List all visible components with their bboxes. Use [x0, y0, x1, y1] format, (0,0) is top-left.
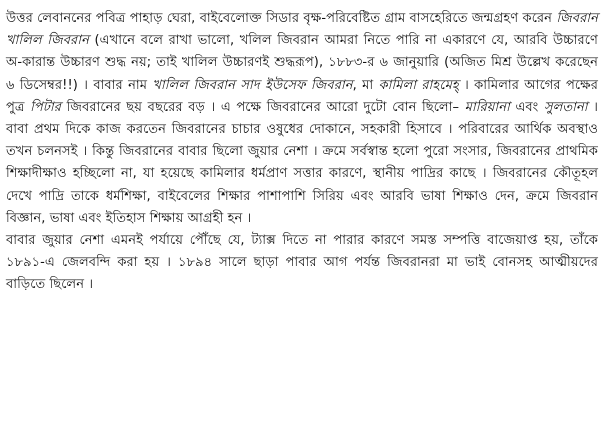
italic-text-run: পিটার [30, 99, 62, 115]
italic-text-run: মারিয়ানা [464, 99, 510, 115]
text-run: , মা [352, 77, 379, 93]
text-run: (এখানে বলে রাখা ভালো, খলিল জিবরান আমরা নিতে পারি না একারণে যে, আরবি উচ্চারণে অ-কারান্ত উচ্চারণ শুদ্ধ নয়; তাই খালিল উচ্চারণই শুদ্ধরূপ), ১৮৮৩-র ৬ জানুয়ারি (অজিত মিশ্র উল্লেখ করেছেন ৬ ডিসেম্বর!!) । বাবার নাম [6, 33, 598, 93]
italic-text-run: জিবরান খালিল জিবরান [6, 11, 598, 49]
text-run: উত্তর লেবাননের পবিত্র পাহাড় ঘেরা, বাইবেলোক্ত সিডার বৃক্ষ-পরিবেষ্টিত গ্রাম বাসহেরিতে জন্মগ্রহণ করেন [6, 11, 557, 26]
italic-text-run: কামিলা রাহমেহ্ [378, 77, 459, 93]
text-run: । কামিলার আগের পক্ষের পুত্র [6, 77, 598, 115]
italic-text-run: খালিল জিবরান সাদ ইউসেফ জিবরান [152, 77, 353, 93]
text-run: এবং [509, 99, 544, 115]
text-run: বাবার জুয়ার নেশা এমনই পর্যায়ে পৌঁছে যে, ট্যাক্স দিতে না পারার কারণে সমস্ত সম্পত্তি বাজেয়াপ্ত হয়, তাঁকে ১৮৯১-এ জেলবন্দি করা হয় । ১৮৯৪ সালে ছাড়া পাবার আগ পর্যন্ত জিবরানরা মা ভাই বোনসহ আত্মীয়দের বাড়িতে ছিলেন । [6, 233, 598, 293]
paragraph-2 [6, 230, 598, 297]
text-run: । বাবা প্রথম দিকে কাজ করতেন জিবরানের চাচার ওষুধের দোকানে, সহকারী হিসাবে । পরিবারের আর্থিক অবস্থাও তখন চলনসই । কিন্তু জিবরানের বাবার ছিলো জুয়ার নেশা । ক্রমে সর্বস্বান্ত হলো পুরো সংসার, জিবরানের প্রাথমিক শিক্ষাদীক্ষাও হচ্ছিলো না, যা হয়েছে কামিলার ধর্মপ্রাণ সত্তার কারণে, স্থানীয় পাদ্রির কাছে । জিবরানের কৌতূহল দেখে পাদ্রি তাকে ধর্মশিক্ষা, বাইবেলের শিক্ষার পাশাপাশি সিরিয় এবং আরবি ভাষা শিক্ষাও দেন, ক্রমে জিবরান বিজ্ঞান, ভাষা এবং ইতিহাস শিক্ষায় আগ্রহী হন । [6, 99, 598, 226]
paragraph-1 [6, 8, 598, 230]
italic-text-run: সুলতানা [543, 99, 588, 115]
text-run: জিবরানের ছয় বছরের বড় । এ পক্ষে জিবরানের আরো দুটো বোন ছিলো– [61, 99, 465, 115]
body-text [6, 8, 598, 297]
